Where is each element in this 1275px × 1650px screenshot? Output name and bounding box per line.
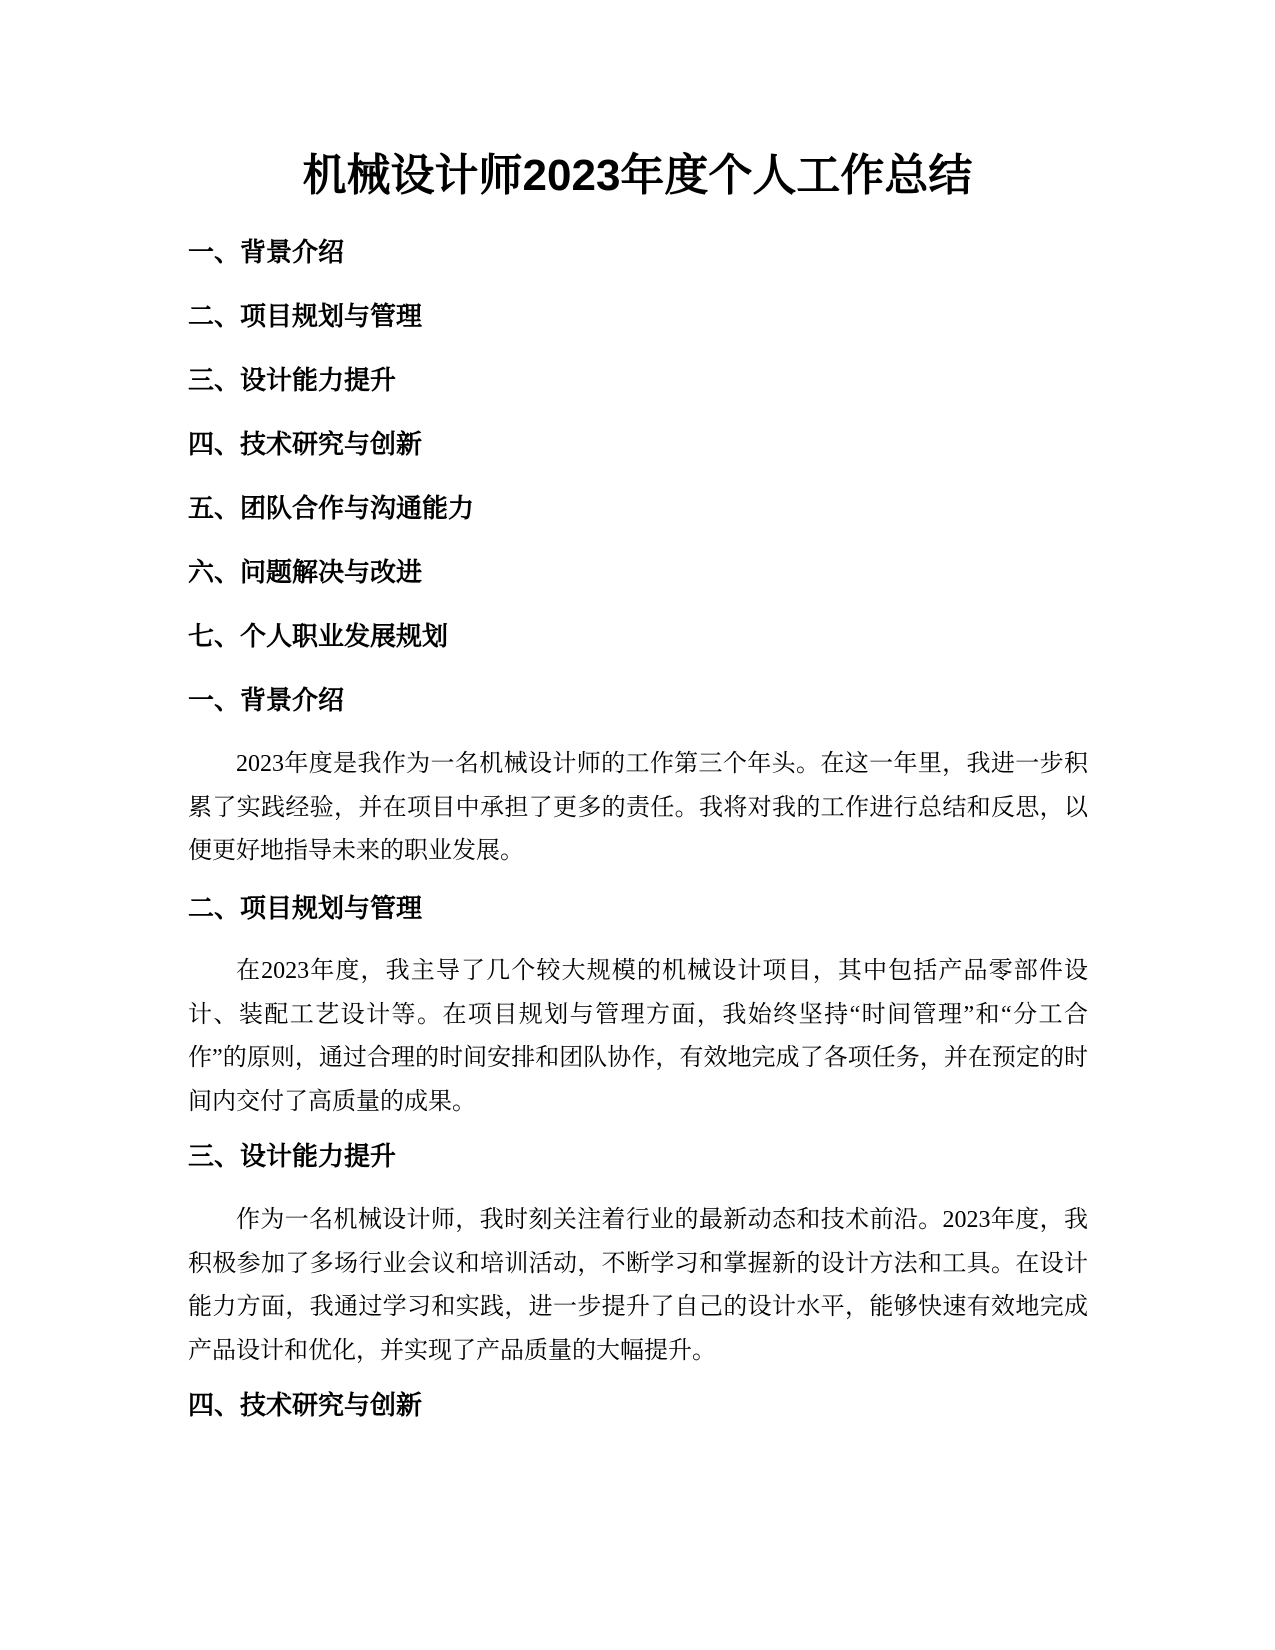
section-heading-project-planning: 二、项目规划与管理: [188, 894, 423, 924]
document-title: 机械设计师2023年度个人工作总结: [302, 151, 973, 200]
section-body-design-ability: 作为一名机械设计师，我时刻关注着行业的最新动态和技术前沿。2023年度，我积极参加了多场行业会议和培训活动，不断学习和掌握新的设计方法和工具。在设计能力方面，我通过学习和实践，进一步提升了自己的设计水平，能够快速有效地完成产品设计和优化，并实现了产品质量的大幅提升。: [188, 1207, 1088, 1364]
toc-item-project-planning: 二、项目规划与管理: [188, 302, 423, 332]
toc-item-career-plan: 七、个人职业发展规划: [188, 622, 449, 652]
section-heading-background: 一、背景介绍: [188, 686, 345, 716]
toc-item-tech-research: 四、技术研究与创新: [188, 430, 423, 460]
section-heading-tech-research: 四、技术研究与创新: [188, 1391, 423, 1421]
section-body-project-planning: 在2023年度，我主导了几个较大规模的机械设计项目，其中包括产品零部件设计、装配工艺设计等。在项目规划与管理方面，我始终坚持“时间管理”和“分工合作”的原则，通过合理的时间安排和团队协作，有效地完成了各项任务，并在预定的时间内交付了高质量的成果。: [188, 958, 1088, 1115]
toc-item-problem-solving: 六、问题解决与改进: [188, 558, 423, 588]
toc-item-background: 一、背景介绍: [188, 238, 345, 268]
section-heading-design-ability: 三、设计能力提升: [188, 1142, 397, 1172]
toc-item-design-ability: 三、设计能力提升: [188, 366, 397, 396]
toc-item-teamwork: 五、团队合作与沟通能力: [188, 494, 475, 524]
section-body-background: 2023年度是我作为一名机械设计师的工作第三个年头。在这一年里，我进一步积累了实践经验，并在项目中承担了更多的责任。我将对我的工作进行总结和反思，以便更好地指导未来的职业发展。: [188, 751, 1088, 864]
